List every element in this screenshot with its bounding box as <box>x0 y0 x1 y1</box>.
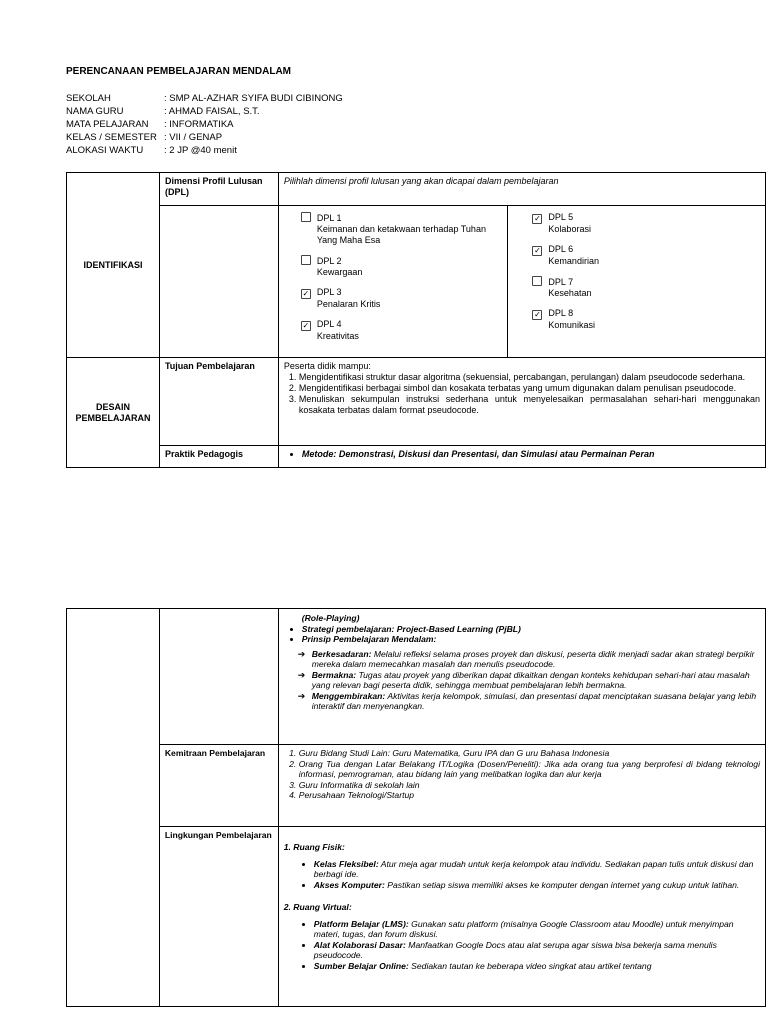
dpl-code: DPL 3 <box>316 287 342 297</box>
dpl-instruction: Pilihlah dimensi profil lulusan yang akan dicapai dalam pembelajaran <box>278 173 765 206</box>
checkbox-icon[interactable] <box>301 212 311 222</box>
praktik-label: Praktik Pedagogis <box>159 446 278 468</box>
prinsip-term: Berkesadaran: <box>311 648 372 659</box>
dpl-desc: Kemandirian <box>548 256 599 266</box>
dpl-code: DPL 8 <box>548 308 574 318</box>
fisik-text: Pastikan setiap siswa memiliki akses ke komputer dengan internet yang cukup untuk latihan. <box>387 879 740 890</box>
prinsip-term: Menggembirakan: <box>311 690 386 701</box>
dpl-item[interactable] <box>301 212 503 246</box>
dpl-label: Dimensi Profil Lulusan (DPL) <box>159 173 278 206</box>
meta-key: NAMA GURU <box>66 106 124 117</box>
fisik-term: Kelas Fleksibel: <box>313 858 379 869</box>
dpl-desc: Kreativitas <box>316 331 359 341</box>
strategi-list <box>284 624 760 645</box>
dpl-desc: Kesehatan <box>548 288 592 298</box>
virtual-term: Platform Belajar (LMS): <box>313 918 409 929</box>
prinsip-item <box>312 691 760 712</box>
empty-section-cell <box>67 609 160 1007</box>
meta-value: : 2 JP @40 menit <box>164 145 237 156</box>
dpl-column-right <box>508 206 766 358</box>
praktik-list <box>284 449 760 460</box>
identifikasi-header-row <box>67 173 766 206</box>
virtual-term: Sumber Belajar Online: <box>313 960 409 971</box>
section-desain: DESAIN PEMBELAJARAN <box>67 358 160 468</box>
fisik-item <box>314 859 760 880</box>
dpl-options-row <box>67 206 766 358</box>
lingkungan-row <box>67 827 766 1007</box>
kemitraan-item: 4. Perusahaan Teknologi/Startup <box>299 790 760 801</box>
dpl-item[interactable] <box>301 287 503 310</box>
virtual-heading: 2. Ruang Virtual: <box>283 902 352 912</box>
meta-value: : SMP AL-AZHAR SYIFA BUDI CIBINONG <box>164 93 343 104</box>
prinsip-heading: • Prinsip Pembelajaran Mendalam: <box>302 634 760 645</box>
meta-row-kelas <box>66 131 343 144</box>
dpl-code: DPL 2 <box>316 256 342 266</box>
dpl-code: DPL 1 <box>316 213 342 223</box>
dpl-item[interactable] <box>532 276 760 299</box>
dpl-desc: Kolaborasi <box>548 224 591 234</box>
checkbox-icon[interactable] <box>301 255 311 265</box>
dpl-desc: Penalaran Kritis <box>316 299 381 309</box>
virtual-text: Gunakan satu platform (misalnya Google Classroom atau Moodle) untuk menyimpan materi, tugas, dan forum diskusi. <box>313 918 734 939</box>
meta-row-mapel <box>66 118 343 131</box>
virtual-item <box>314 961 760 972</box>
dpl-desc: Keimanan dan ketakwaan terhadap Tuhan Yang Maha Esa <box>316 224 486 245</box>
dpl-desc: Komunikasi <box>548 320 595 330</box>
prinsip-term: Bermakna: <box>311 669 357 680</box>
document-title: PERENCANAAN PEMBELAJARAN MENDALAM <box>66 66 292 77</box>
checkbox-checked-icon[interactable]: ✓ <box>302 289 310 298</box>
dpl-column-left <box>278 206 508 358</box>
fisik-heading: 1. Ruang Fisik: <box>283 842 345 852</box>
dpl-item[interactable] <box>532 308 760 331</box>
meta-value: : VII / GENAP <box>164 132 223 143</box>
kemitraan-item: 1. Guru Bidang Studi Lain: Guru Matematika, Guru IPA dan G uru Bahasa Indonesia <box>299 748 760 759</box>
virtual-list <box>284 919 760 972</box>
dpl-code: DPL 6 <box>548 244 574 254</box>
meta-row-alokasi <box>66 144 343 157</box>
virtual-text: Sediakan tautan ke beberapa video singkat atau artikel tentang <box>411 960 652 971</box>
fisik-term: Akses Komputer: <box>313 879 385 890</box>
checkbox-checked-icon[interactable]: ✓ <box>302 321 310 330</box>
praktik-row <box>67 446 766 468</box>
dpl-code: DPL 4 <box>316 319 342 329</box>
virtual-term: Alat Kolaborasi Dasar: <box>313 939 406 950</box>
checkbox-checked-icon[interactable]: ✓ <box>534 214 541 223</box>
dpl-item[interactable] <box>301 319 503 342</box>
dpl-code: DPL 7 <box>548 277 574 287</box>
checkbox-icon[interactable] <box>532 276 542 286</box>
dpl-code: DPL 5 <box>548 212 574 222</box>
tujuan-item: 2. Mengidentifikasi berbagai simbol dan kosakata terbatas yang umum digunakan dalam penulisan pseudocode. <box>299 383 760 394</box>
praktik-continued-row <box>67 609 766 745</box>
kemitraan-item: 2. Orang Tua dengan Latar Belakang IT/Logika (Dosen/Peneliti): Jika ada orang tua yang berprofesi di bidang teknologi informasi, pemrograman, atau bidang lain yang melibatkan logika dan alur kerja <box>299 759 760 780</box>
prinsip-list <box>284 649 760 712</box>
praktik-continued-content <box>278 609 765 745</box>
planning-table-page2 <box>66 608 766 1007</box>
document-meta <box>66 92 343 157</box>
praktik-content <box>278 446 765 468</box>
meta-row-sekolah <box>66 92 343 105</box>
meta-key: SEKOLAH <box>66 93 111 104</box>
empty-label-cell <box>159 609 278 745</box>
lingkungan-content <box>278 827 765 1007</box>
section-identifikasi: IDENTIFIKASI <box>67 173 160 358</box>
kemitraan-content <box>278 745 765 827</box>
tujuan-content <box>278 358 765 446</box>
praktik-method: • Metode: Demonstrasi, Diskusi dan Presentasi, dan Simulasi atau Permainan Peran <box>302 449 760 460</box>
tujuan-item: 1. Mengidentifikasi struktur dasar algoritma (sekuensial, percabangan, perulangan) dalam pseudocode sederhana. <box>299 372 760 383</box>
kemitraan-row <box>67 745 766 827</box>
tujuan-item: 3. Menuliskan sekumpulan instruksi sederhana untuk menyelesaikan permasalahan sehari-hari menggunakan kosakata terbatas dalam format pseudocode. <box>299 394 760 416</box>
lingkungan-label: Lingkungan Pembelajaran <box>159 827 278 1007</box>
fisik-list <box>284 859 760 891</box>
meta-value: : INFORMATIKA <box>164 119 234 130</box>
meta-key: ALOKASI WAKTU <box>66 145 144 156</box>
tujuan-list <box>284 372 760 416</box>
fisik-text: Atur meja agar mudah untuk kerja kelompok atau individu. Sediakan papan tulis untuk diskusi dan berbagi ide. <box>313 858 754 879</box>
kemitraan-label: Kemitraan Pembelajaran <box>159 745 278 827</box>
prinsip-item <box>312 670 760 691</box>
meta-row-guru <box>66 105 343 118</box>
prinsip-text: Melalui refleksi selama proses proyek dan diskusi, peserta didik menjadi sadar akan strategi berpikir mereka dalam memecahkan masalah dan menulis pseudocode. <box>311 648 755 669</box>
prinsip-text: Tugas atau proyek yang diberikan dapat dikaitkan dengan konteks kehidupan sehari-hari atau masalah yang relevan bagi peserta didik, sehingga membuat pembelajaran lebih bermakna. <box>311 669 750 690</box>
kemitraan-list <box>284 748 760 801</box>
virtual-text: Manfaatkan Google Docs atau alat serupa agar siswa bisa bekerja sama menulis pseudocode. <box>313 939 717 960</box>
kemitraan-item: 3. Guru Informatika di sekolah lain <box>299 780 760 791</box>
meta-key: MATA PELAJARAN <box>66 119 149 130</box>
tujuan-label: Tujuan Pembelajaran <box>159 358 278 446</box>
strategi-item: • Strategi pembelajaran: Project-Based Learning (PjBL) <box>302 624 760 635</box>
planning-table-page1 <box>66 172 766 468</box>
dpl-desc: Kewargaan <box>316 267 363 277</box>
dpl-item[interactable] <box>532 212 760 235</box>
role-playing-text: (Role-Playing) <box>301 613 360 623</box>
checkbox-checked-icon[interactable]: ✓ <box>534 246 541 255</box>
prinsip-text: Aktivitas kerja kelompok, simulasi, dan presentasi dapat menciptakan suasana belajar yang lebih interaktif dan menyenangkan. <box>311 690 757 711</box>
tujuan-row <box>67 358 766 446</box>
empty-cell <box>159 206 278 358</box>
meta-value: : AHMAD FAISAL, S.T. <box>164 106 260 117</box>
dpl-item[interactable] <box>532 244 760 267</box>
virtual-item <box>314 919 760 940</box>
meta-key: KELAS / SEMESTER <box>66 132 157 143</box>
checkbox-checked-icon[interactable]: ✓ <box>534 310 541 319</box>
tujuan-intro: Peserta didik mampu: <box>283 361 371 371</box>
virtual-item <box>314 940 760 961</box>
prinsip-item <box>312 649 760 670</box>
fisik-item <box>314 880 760 891</box>
dpl-item[interactable] <box>301 255 503 278</box>
